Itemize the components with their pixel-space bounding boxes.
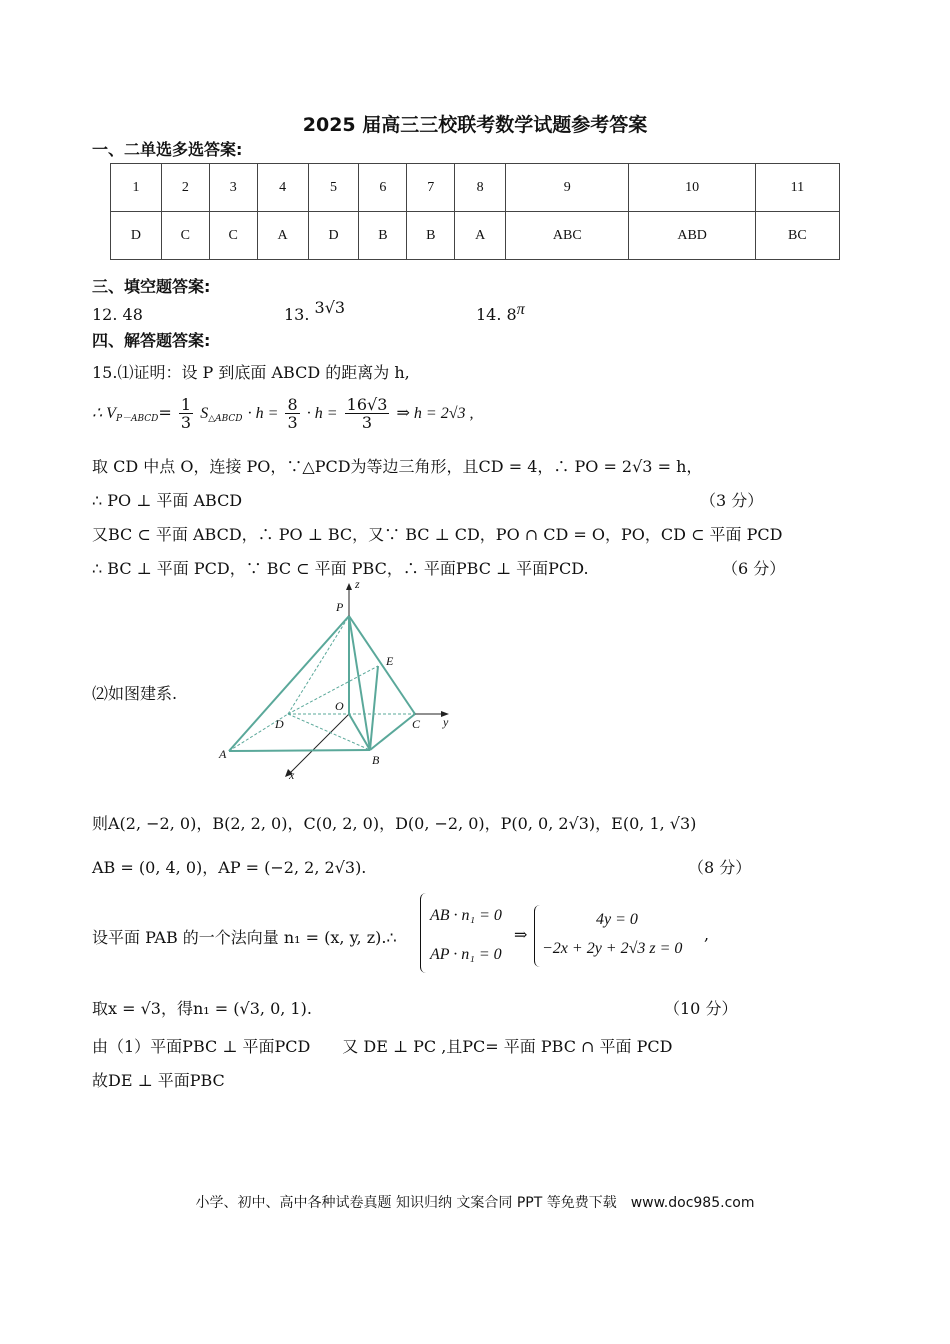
table-cell: B [359, 212, 407, 260]
fill-answer-14-number: 14. 8 [476, 305, 517, 324]
answer-table-answer-row [111, 212, 840, 260]
solution-line-12: 由（1）平面PBC ⊥ 平面PCD 又 DE ⊥ PC ,且PC= 平面 PBC ∩ 平面 PCD [92, 1037, 673, 1056]
label-O: O [335, 699, 344, 713]
solution-line-9: AB = (0, 4, 0)，AP = (−2, 2, 2√3). [92, 858, 367, 877]
solution-line-4: ∴ PO ⊥ 平面 ABCD [92, 491, 243, 510]
fill-answer-14-value: π [516, 301, 525, 318]
label-A: A [219, 747, 227, 761]
table-cell: 10 [629, 164, 755, 212]
score-mark-10: （10 分） [664, 999, 738, 1018]
fill-answer-13-number: 13. [284, 305, 310, 324]
label-x: x [289, 768, 295, 780]
denominator: 3 [287, 413, 298, 432]
table-cell: C [209, 212, 257, 260]
table-cell: 5 [308, 164, 359, 212]
edge-BC [370, 714, 415, 750]
solution-line-5: 又BC ⊂ 平面 ABCD，∴ PO ⊥ BC，又∵ BC ⊥ CD，PO ∩ CD = O，PO，CD ⊂ 平面 PCD [92, 525, 783, 544]
fraction [285, 396, 299, 431]
table-cell: D [111, 212, 162, 260]
edge-AP [229, 616, 349, 751]
implies-symbol: ⇒ [514, 925, 528, 944]
table-cell: ABC [506, 212, 629, 260]
table-cell: 6 [359, 164, 407, 212]
solution-line-3: 取 CD 中点 O，连接 PO，∵△PCD为等边三角形，且CD = 4，∴ PO = 2√3 = h， [92, 457, 703, 476]
page-title: 2025 届高三三校联考数学试题参考答案 [302, 114, 648, 136]
answer-table-number-row [111, 164, 840, 212]
system-eq-4: −2x + 2y + 2√3 z = 0 [542, 940, 683, 957]
label-C: C [412, 717, 421, 731]
subscript: △ABCD [208, 414, 243, 424]
section-fill-heading: 三、填空题答案: [92, 277, 211, 296]
left-brace-1 [420, 893, 427, 973]
text: S [200, 405, 209, 422]
solution-line-11: 取x = √3，得n₁ = (√3, 0, 1). [92, 999, 312, 1018]
solution-line-8: 则A(2, −2, 0)，B(2, 2, 0)，C(0, 2, 0)，D(0, −2, 0)，P(0, 0, 2√3)，E(0, 1, √3) [92, 814, 697, 833]
numerator: 1 [180, 395, 192, 414]
fill-answer-13-value: 3√3 [314, 298, 346, 317]
answer-table [110, 163, 840, 260]
label-B: B [372, 753, 380, 767]
text: · h = [247, 405, 279, 422]
section-choice-heading: 一、二单选多选答案: [92, 140, 243, 159]
footer-text: 小学、初中、高中各种试卷真题 知识归纳 文案合同 PPT 等免费下载 www.doc985.com [195, 1195, 755, 1211]
table-cell: B [407, 212, 455, 260]
numerator: 8 [287, 395, 298, 414]
system-eq-1: AB · n₁ = 0 [430, 907, 502, 924]
score-mark-8: （8 分） [688, 858, 752, 877]
table-cell: 1 [111, 164, 162, 212]
edge-DE [288, 666, 378, 714]
subscript: P－ABCD [115, 414, 159, 424]
left-brace-2 [534, 905, 541, 967]
numerator: 16√3 [346, 395, 388, 414]
edge-DB [288, 714, 370, 750]
label-y: y [443, 715, 449, 729]
label-P: P [336, 600, 344, 614]
fill-answer-13 [284, 298, 346, 324]
score-mark-6: （6 分） [722, 559, 786, 578]
label-E: E [386, 654, 394, 668]
table-cell: 4 [257, 164, 308, 212]
table-cell: A [257, 212, 308, 260]
text: ⇒ h = 2√3 , [396, 405, 474, 422]
fill-answer-14 [476, 301, 525, 325]
solution-line-7: ⑵如图建系. [92, 684, 178, 703]
table-cell: 3 [209, 164, 257, 212]
table-cell: 8 [455, 164, 506, 212]
denominator: 3 [361, 413, 373, 432]
fraction [345, 396, 390, 431]
edge-PB [349, 616, 370, 750]
edge-BE [370, 666, 378, 750]
denominator: 3 [180, 413, 192, 432]
edge-PC [349, 616, 415, 714]
solution-line-6: ∴ BC ⊥ 平面 PCD，∵ BC ⊂ 平面 PBC，∴ 平面PBC ⊥ 平面PCD. [92, 559, 589, 578]
table-cell: 2 [161, 164, 209, 212]
solution-line-10-label: 设平面 PAB 的一个法向量 n₁ = (x, y, z).∴ [92, 928, 397, 947]
solution-line-1: 15.⑴证明：设 P 到底面 ABCD 的距离为 h, [92, 363, 410, 382]
x-axis [290, 714, 349, 773]
solution-line-2 [92, 396, 473, 431]
section-solve-heading: 四、解答题答案: [92, 331, 211, 350]
table-cell: C [161, 212, 209, 260]
label-z: z [355, 580, 360, 591]
label-D: D [275, 717, 284, 731]
table-cell: ABD [629, 212, 755, 260]
solution-line-13: 故DE ⊥ 平面PBC [92, 1071, 225, 1090]
text: ∴ V [92, 405, 116, 422]
text: = [158, 403, 172, 422]
z-axis-arrow-icon [346, 583, 352, 590]
fraction [179, 396, 193, 431]
system-eq-3: 4y = 0 [596, 911, 638, 928]
system-eq-2: AP · n₁ = 0 [430, 946, 502, 963]
table-cell: BC [755, 212, 839, 260]
table-cell: 11 [755, 164, 839, 212]
table-cell: A [455, 212, 506, 260]
score-mark-3: （3 分） [700, 491, 764, 510]
table-cell: D [308, 212, 359, 260]
table-cell: 9 [506, 164, 629, 212]
pyramid-figure [215, 580, 465, 780]
comma: , [704, 925, 710, 944]
edge-AB [229, 750, 370, 751]
text: · h = [306, 405, 338, 422]
table-cell: 7 [407, 164, 455, 212]
fill-answer-12: 12. 48 [92, 305, 143, 324]
